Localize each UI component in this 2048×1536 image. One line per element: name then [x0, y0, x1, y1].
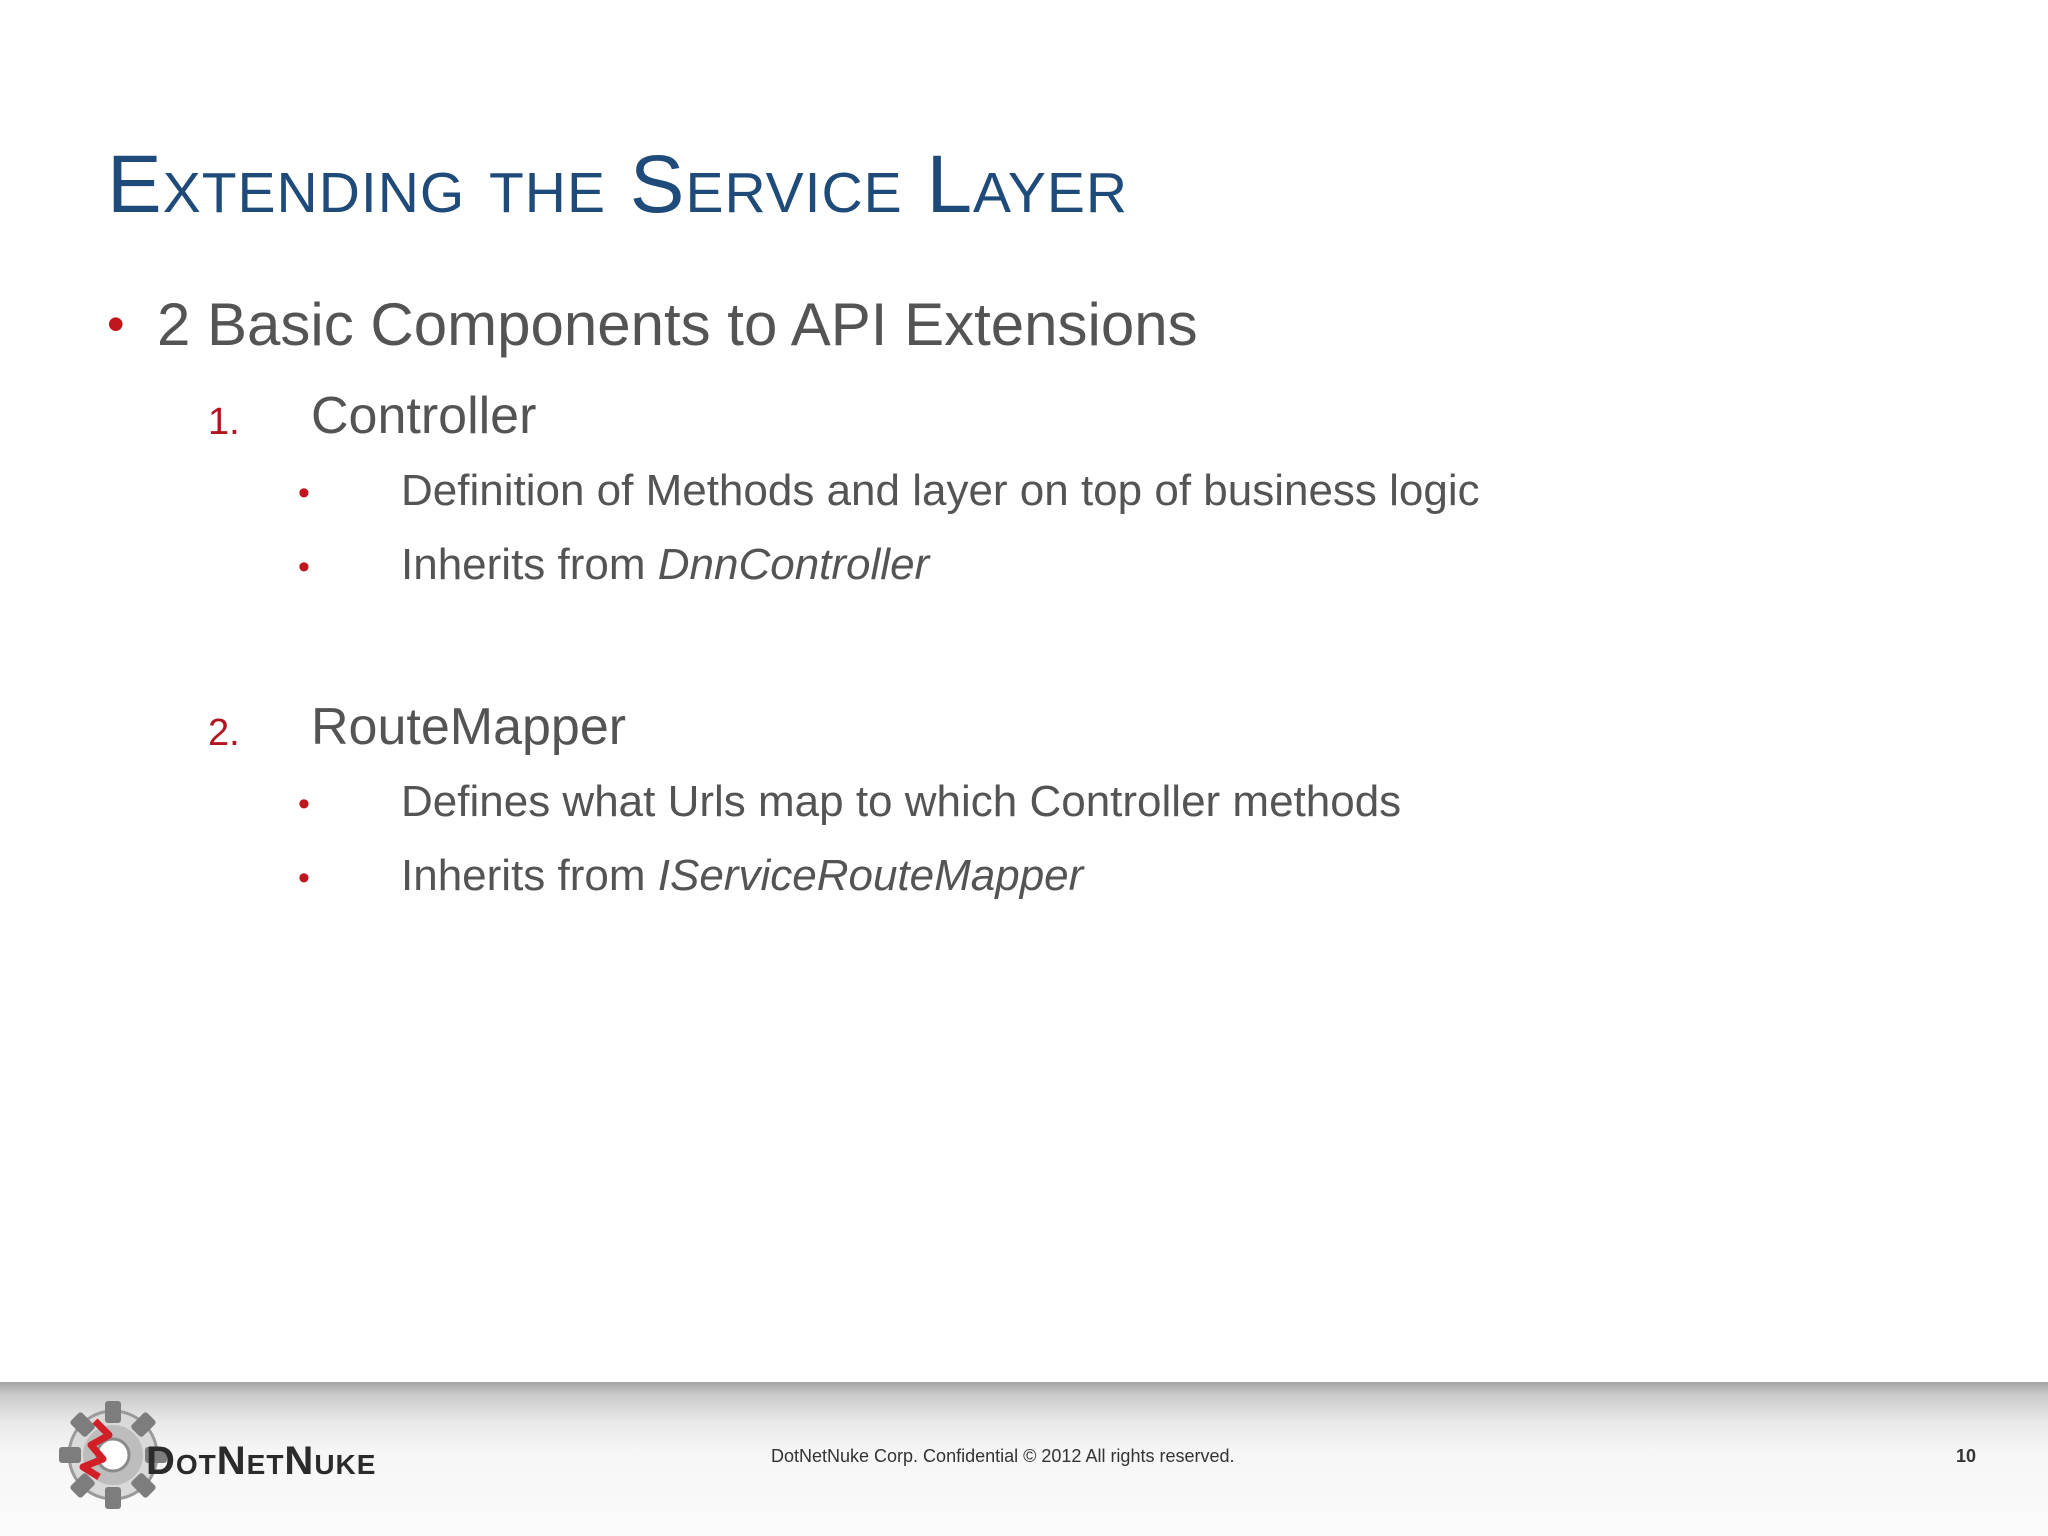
slide-title: Extending the Service Layer: [107, 139, 1129, 230]
bullet-icon: •: [298, 859, 310, 897]
item-2-sub-1: [401, 772, 1401, 832]
bullet-icon: •: [298, 548, 310, 586]
main-bullet-text: 2 Basic Components to API Extensions: [157, 291, 1198, 358]
item-1-number: 1.: [208, 401, 240, 443]
sub-text: Inherits from: [401, 851, 658, 900]
logo-text: DotNetNuke: [146, 1439, 377, 1483]
sub-text: Inherits from: [401, 540, 658, 589]
item-1-sub-2: [401, 535, 929, 595]
footer-confidential: DotNetNuke Corp. Confidential © 2012 All rights reserved.: [771, 1446, 1235, 1466]
bullet-icon: •: [298, 785, 310, 823]
sub-text: Definition of Methods and layer on top of business logic: [401, 466, 1480, 515]
item-1-sub-1: [401, 461, 1480, 521]
item-1-heading: Controller: [311, 387, 537, 445]
item-2-heading: RouteMapper: [311, 698, 627, 756]
bullet-icon: •: [107, 296, 125, 352]
item-2-sub-2: [401, 846, 1083, 906]
sub-text: Defines what Urls map to which Controller methods: [401, 777, 1402, 826]
sub-italic-text: DnnController: [657, 540, 930, 589]
item-2-number: 2.: [208, 712, 240, 754]
page-number: 10: [1956, 1446, 1977, 1466]
bullet-icon: •: [298, 474, 310, 512]
sub-italic-text: IServiceRouteMapper: [657, 851, 1084, 900]
